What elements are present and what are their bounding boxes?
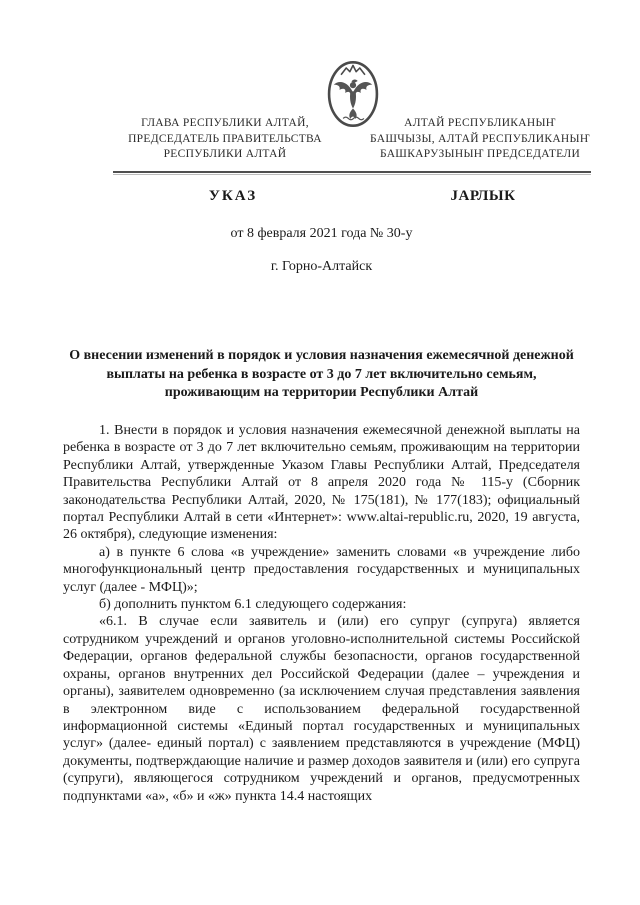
- authority-line: БАШЧЫЗЫ, АЛТАЙ РЕСПУБЛИКАНЫҤ: [370, 132, 590, 145]
- header-divider-rule: [113, 171, 591, 175]
- document-body: [63, 422, 580, 805]
- authority-name-altai: [330, 116, 630, 163]
- body-paragraph: 1. Внести в порядок и условия назначения ежемесячной денежной выплаты на ребенка в возрасте от 3 до 7 лет включительно семьям, проживающим на территории Республики Алтай, утвержденные Указом Главы Республики Алтай, Председателя Правительства Республики Алтай от 8 апреля 2020 года № 115-у (Сборник законодательства Республики Алтай, 2020, № 175(181), № 177(183); официальный портал Республики Алтай в сети «Интернет»: www.altai-republic.ru, 2020, 19 августа, 26 октября), следующие изменения:: [63, 423, 580, 543]
- document-title: О внесении изменений в порядок и условия назначения ежемесячной денежной выплаты на ребенка в возрасте от 3 до 7 лет включительно семьям, проживающим на территории Республики Алтай: [69, 348, 574, 400]
- document-type-altai: ЈАРЛЫК: [450, 188, 516, 204]
- authority-line: АЛТАЙ РЕСПУБЛИКАНЫҤ: [404, 117, 556, 129]
- document-date-number: от 8 февраля 2021 года № 30-у: [230, 226, 413, 241]
- authority-line: РЕСПУБЛИКИ АЛТАЙ: [163, 148, 287, 160]
- body-paragraph: «6.1. В случае если заявитель и (или) его супруг (супруга) является сотрудником учреждений и органов уголовно-исполнительной системы Российской Федерации, органов федеральной службы безопасности, органов государственной охраны, органов внутренних дел Российской Федерации (далее – учреждения и органы), заявителем одновременно (за исключением случая представления заявления в электронном виде с использованием федеральной государственной информационной системы «Единый портал государственных и муниципальных услуг» (далее- единый портал) с заявлением представляются в учреждение (МФЦ) документы, подтверждающие наличие и размер доходов заявителя и (или) его супруга (супруги), являющегося сотрудником учреждений и органов, предусмотренных подпунктами «а», «б» и «ж» пункта 14.4 настоящих: [63, 614, 580, 804]
- body-paragraph: а) в пункте 6 слова «в учреждение» заменить словами «в учреждение либо многофункциональный центр предоставления государственных и муниципальных услуг (далее - МФЦ)»;: [63, 544, 580, 595]
- document-type-russian: УКАЗ: [208, 188, 258, 204]
- authority-line: ПРЕДСЕДАТЕЛЬ ПРАВИТЕЛЬСТВА: [128, 132, 322, 145]
- document-place: г. Горно-Алтайск: [270, 259, 373, 274]
- body-paragraph: б) дополнить пунктом 6.1 следующего содержания:: [99, 597, 407, 613]
- authority-line: БАШКАРУЗЫНЫҤ ПРЕДСЕДАТЕЛИ: [379, 148, 581, 160]
- authority-line: ГЛАВА РЕСПУБЛИКИ АЛТАЙ,: [141, 117, 309, 129]
